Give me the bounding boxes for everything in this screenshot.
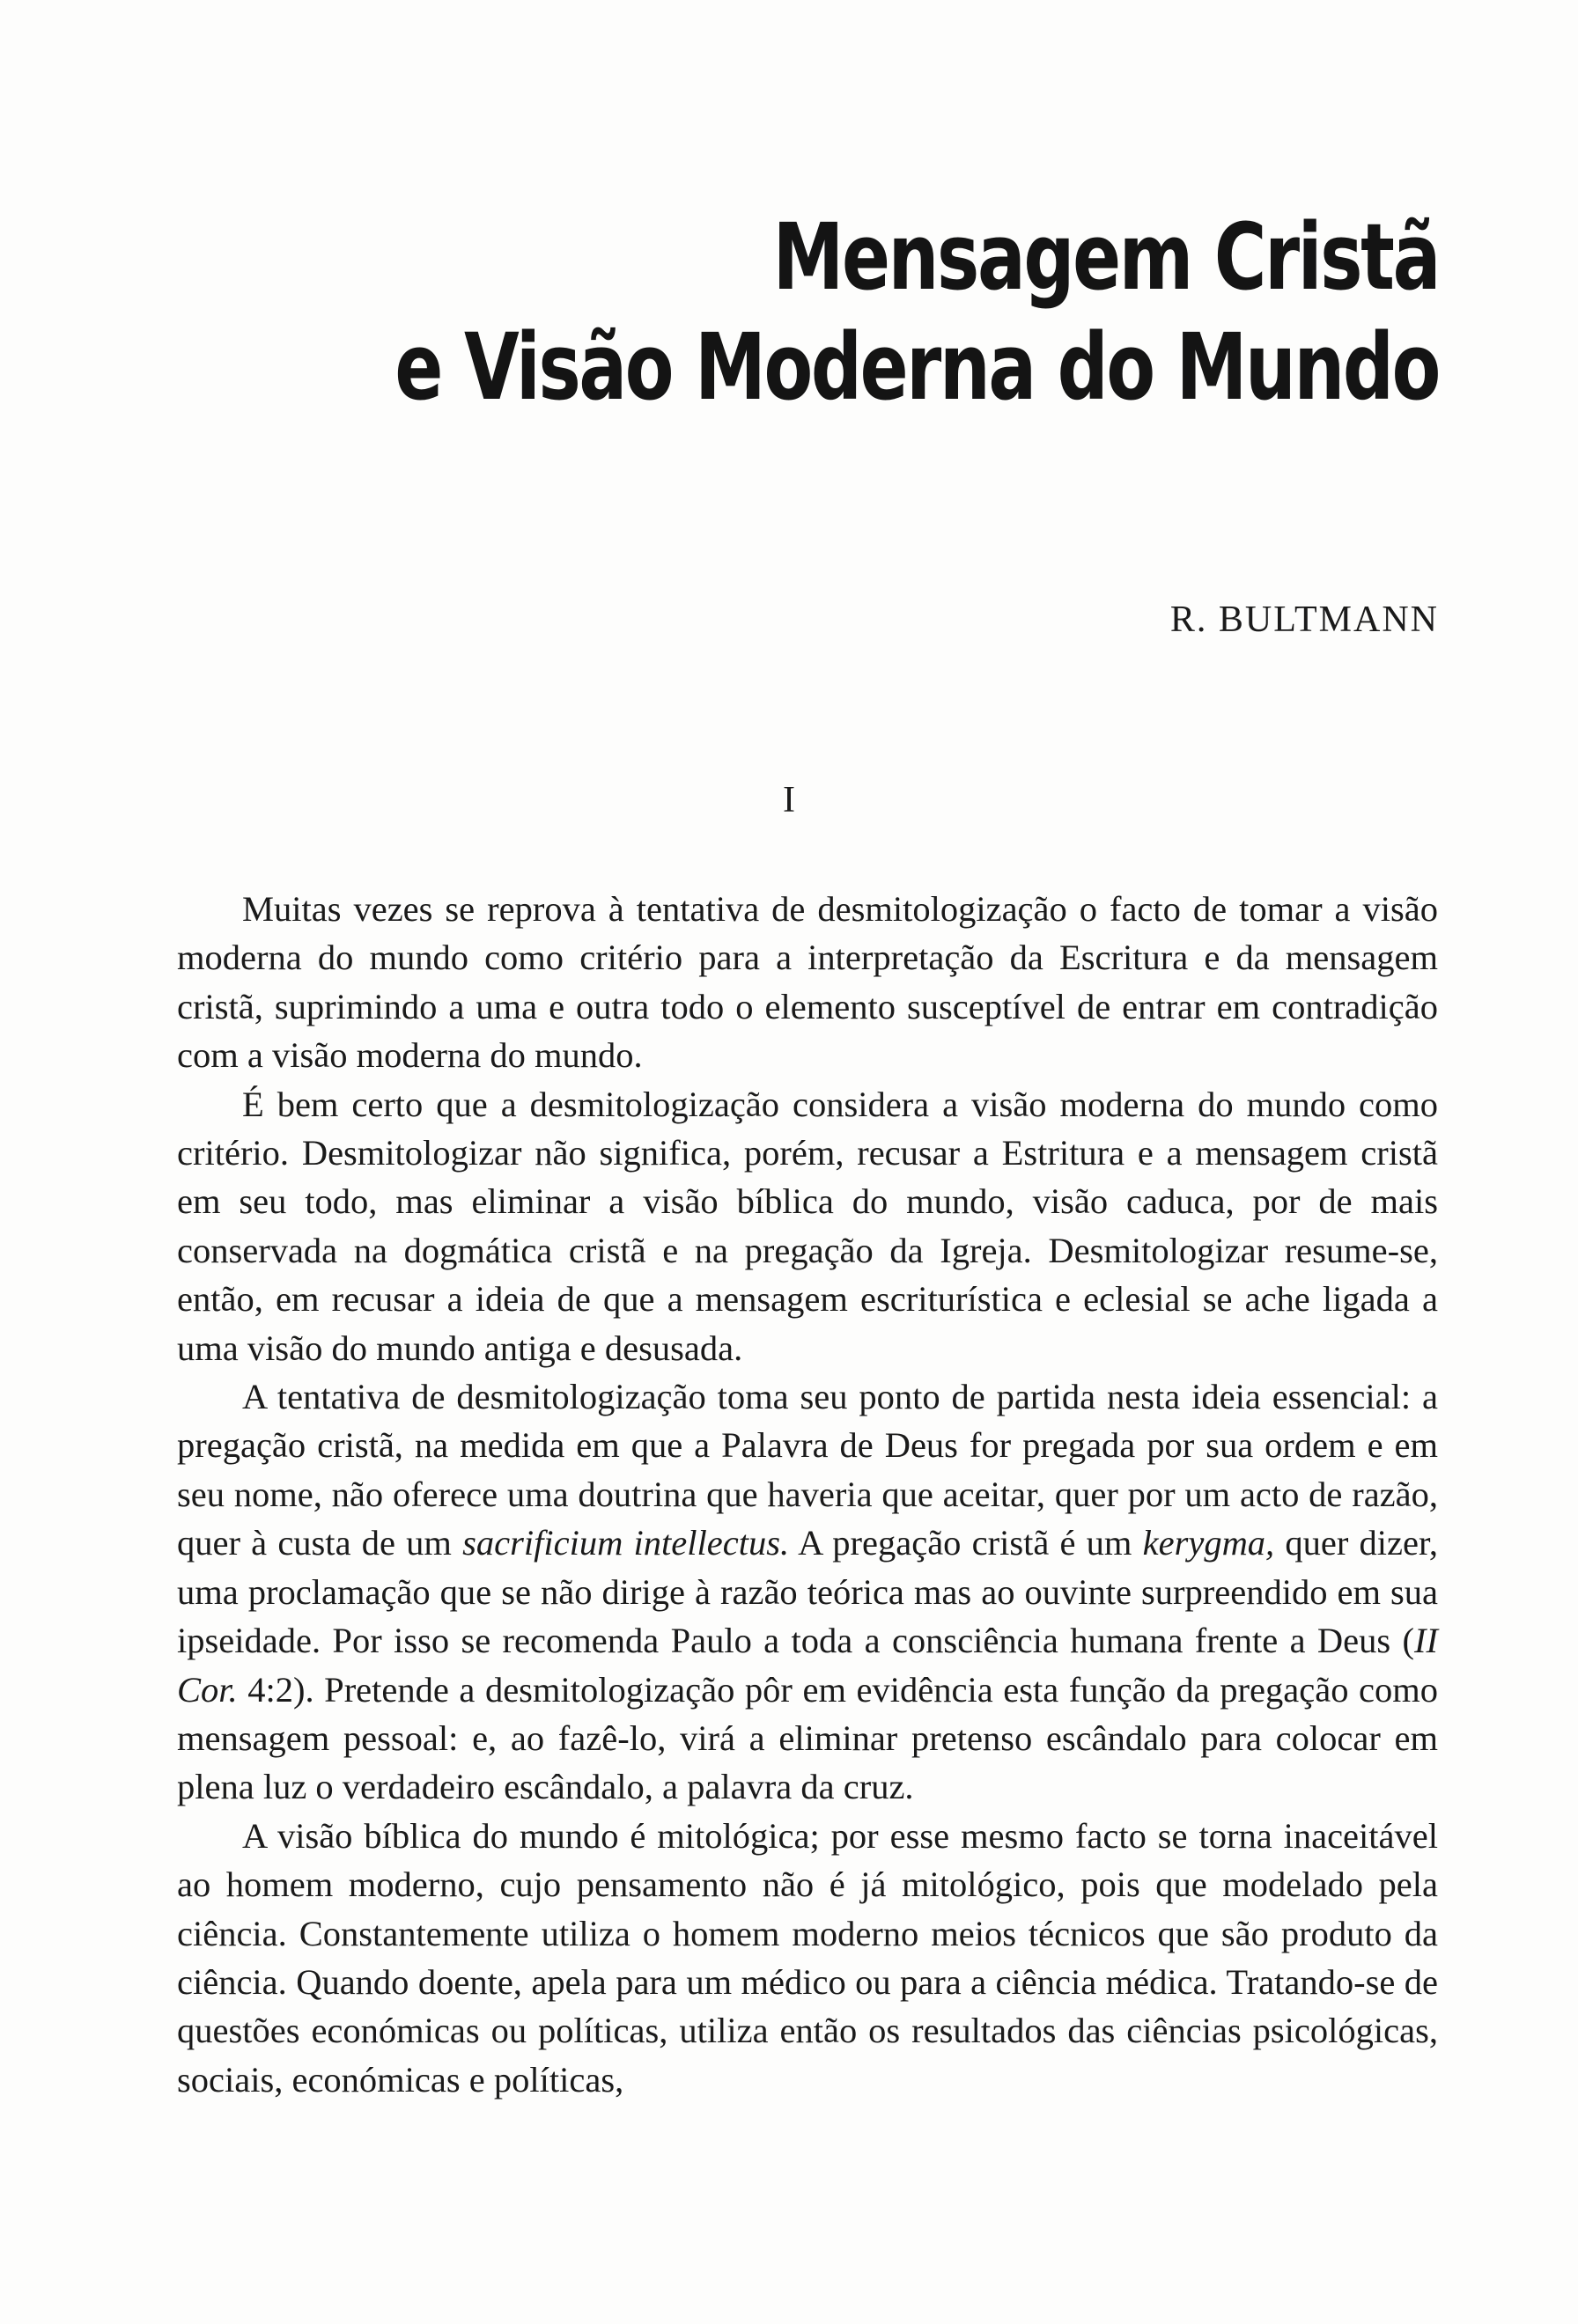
paragraph-text: A pregação cristã é um xyxy=(789,1523,1143,1563)
latin-phrase: sacrificium intellectus. xyxy=(462,1523,790,1563)
author-name: R. BULTMANN xyxy=(1169,599,1439,640)
paragraph-2 xyxy=(177,1080,1438,1372)
paragraph-text: Muitas vezes se reprova à tentativa de desmitologização o facto de tomar a visão moderna do mundo como critério para a interpretação da Escritura e da mensagem cristã, suprimindo a uma e outra todo o elemento susceptível de entrar em contradição com a visão moderna do mundo. xyxy=(177,889,1438,1076)
bible-reference: II Cor. xyxy=(177,1621,1438,1710)
paragraph-text: 4:2). Pretende a desmitologização pôr em evidência esta função da pregação como mensagem pessoal: e, ao fazê-lo, virá a eliminar pretenso escândalo para colocar em plena luz o verdadeiro escândalo, a palavra da cruz. xyxy=(177,1669,1438,1807)
paragraph-1 xyxy=(177,885,1438,1080)
title-line-1: Mensagem Cristã xyxy=(772,203,1439,311)
article-title xyxy=(394,202,1439,423)
paragraph-4 xyxy=(177,1812,1438,2104)
paragraph-text: quer dizer, uma proclamação que se não dirige à razão teórica mas ao ouvinte surpreendido em sua ipseidade. Por isso se recomenda Paulo a toda a consciência humana frente a Deus ( xyxy=(177,1523,1438,1661)
paragraph-text: A tentativa de desmitologização toma seu ponto de partida nesta ideia essencial: a pregação cristã, na medida em que a Palavra de Deus for pregada por sua ordem e em seu nome, não oferece uma doutrina que haveria que aceitar, quer por um acto de razão, quer à custa de um xyxy=(177,1377,1438,1563)
article-body xyxy=(177,885,1438,2104)
greek-term: kerygma, xyxy=(1142,1523,1275,1563)
paragraph-3 xyxy=(177,1372,1438,1812)
title-line-2: e Visão Moderna do Mundo xyxy=(394,313,1439,421)
paragraph-text: A visão bíblica do mundo é mitológica; por esse mesmo facto se torna inaceitável ao homem moderno, cujo pensamento não é já mitológico, pois que modelado pela ciência. Constantemente utiliza o homem moderno meios técnicos que são produto da ciência. Quando doente, apela para um médico ou para a ciência médica. Tratando-se de questões económicas ou políticas, utiliza então os resultados das ciências psicológicas, sociais, económicas e políticas, xyxy=(177,1815,1438,2100)
section-number: I xyxy=(783,780,795,820)
paragraph-text: É bem certo que a desmitologização considera a visão moderna do mundo como critério. Desmitologizar não significa, porém, recusar a Estritura e a mensagem cristã em seu todo, mas eliminar a visão bíblica do mundo, visão caduca, por de mais conservada na dogmática cristã e na pregação da Igreja. Desmitologizar resume-se, então, em recusar a ideia de que a mensagem escriturística e eclesial se ache ligada a uma visão do mundo antiga e desusada. xyxy=(177,1084,1438,1368)
